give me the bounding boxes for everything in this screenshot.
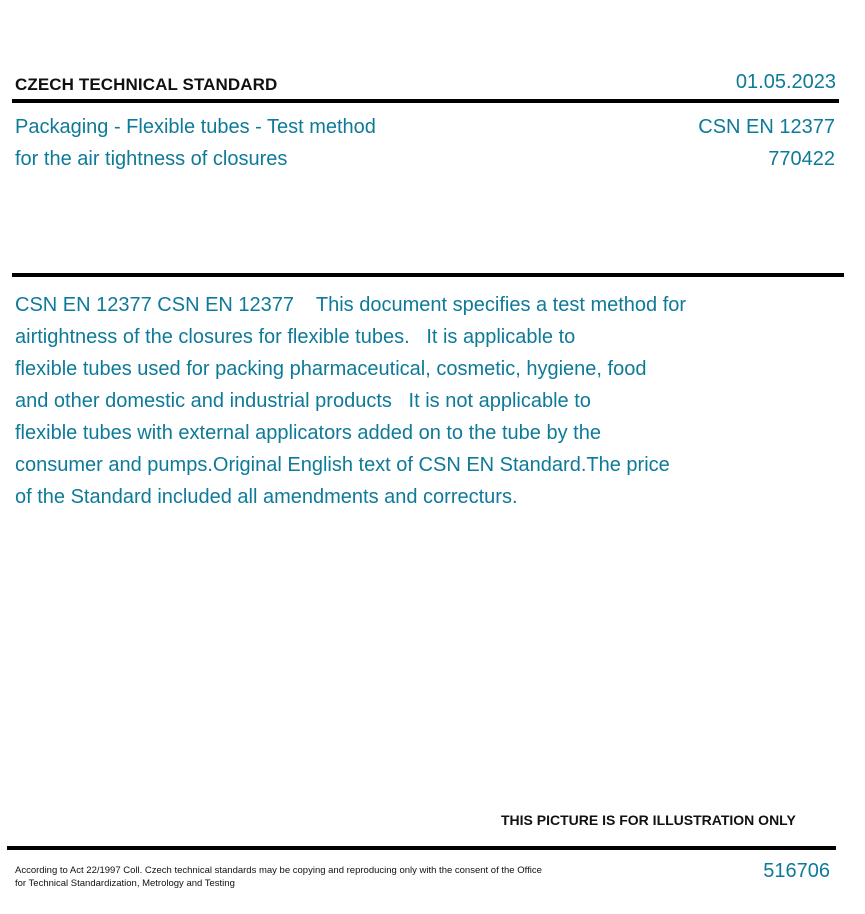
legal-notice-line: for Technical Standardization, Metrology and Testing [15, 878, 235, 889]
legal-notice-line: According to Act 22/1997 Coll. Czech technical standards may be copying and reproducing only with the consent of the Office [15, 865, 542, 876]
title-divider [12, 273, 844, 277]
abstract-line: flexible tubes with external applicators added on to the tube by the [15, 422, 601, 444]
abstract-line: CSN EN 12377 CSN EN 12377 This document specifies a test method for [15, 294, 687, 316]
document-type-label: CZECH TECHNICAL STANDARD [15, 75, 278, 94]
standard-title-line-1: Packaging - Flexible tubes - Test method [15, 116, 376, 138]
abstract [15, 289, 755, 513]
document-number: 516706 [763, 860, 830, 882]
issue-date: 01.05.2023 [735, 71, 836, 93]
standard-code: CSN EN 12377 [698, 116, 835, 138]
footer-divider [7, 846, 836, 850]
abstract-line: of the Standard included all amendments and correcturs. [15, 486, 518, 508]
illustration-disclaimer: THIS PICTURE IS FOR ILLUSTRATION ONLY [501, 812, 796, 828]
abstract-line: and other domestic and industrial products It is not applicable to [15, 390, 591, 412]
standard-title-line-2: for the air tightness of closures [15, 148, 288, 170]
catalog-number: 770422 [768, 148, 835, 170]
legal-notice [15, 864, 585, 890]
abstract-line: airtightness of the closures for flexible tubes. It is applicable to [15, 326, 576, 348]
header-divider [12, 99, 839, 103]
abstract-line: flexible tubes used for packing pharmaceutical, cosmetic, hygiene, food [15, 358, 647, 380]
abstract-line: consumer and pumps.Original English text of CSN EN Standard.The price [15, 454, 670, 476]
